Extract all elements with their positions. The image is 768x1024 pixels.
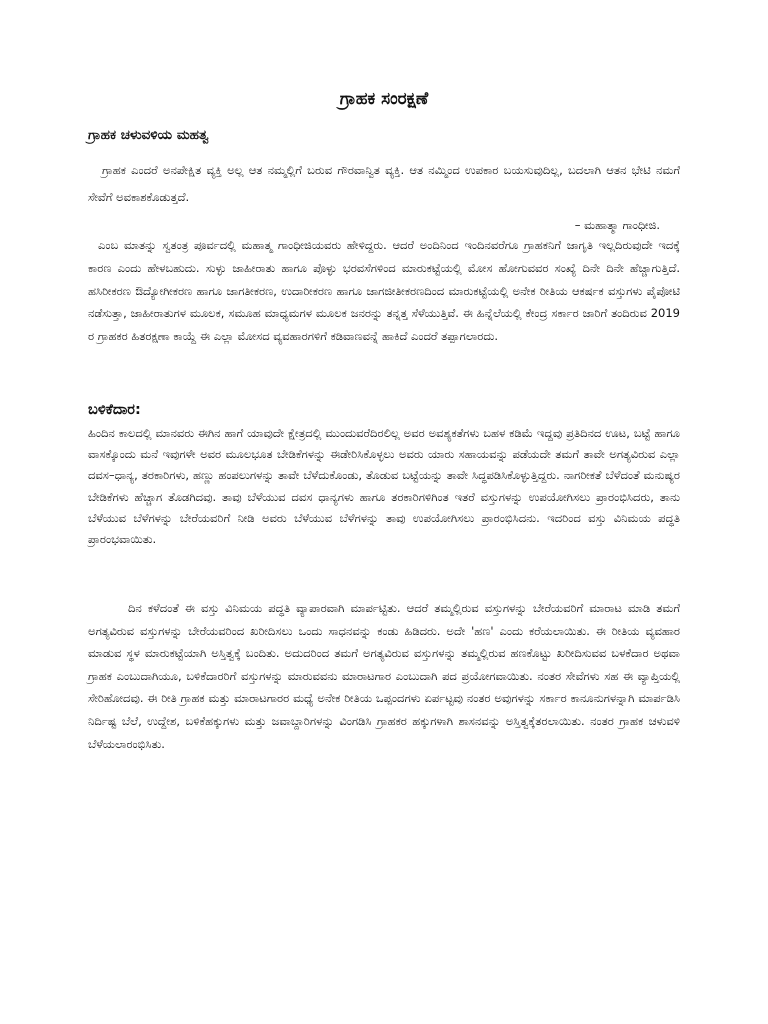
document-title: ಗ್ರಾಹಕ ಸಂರಕ್ಷಣೆ [339, 89, 429, 109]
body-paragraph: ದಿನ ಕಳೆದಂತೆ ಈ ವಸ್ತು ವಿನಿಮಯ ಪದ್ಧತಿ ವ್ಯಾಪಾರವಾಗಿ ಮಾರ್ಪಟ್ಟಿತು. ಆದರೆ ತಮ್ಮಲ್ಲಿರುವ ವಸ್ತುಗಳನ್ನು ಬೇರೆಯವರಿಗೆ ಮಾರಾಟ ಮಾಡಿ ತಮಗೆ ಅಗತ್ಯವಿರುವ ವಸ್ತುಗಳನ್ನು ಬೇರೆಯವರಿಂದ ಖರೀದಿಸಲು ಒಂದು ಸಾಧನವನ್ನು ಕಂಡು ಹಿಡಿದರು. ಅದೇ 'ಹಣ' ಎಂದು ಕರೆಯಲಾಯಿತು. ಈ ರೀತಿಯ ವ್ಯವಹಾರ ಮಾಡುವ ಸ್ಥಳ ಮಾರುಕಟ್ಟೆಯಾಗಿ ಅಸ್ತಿತ್ವಕ್ಕೆ ಬಂದಿತು. ಅದುದರಿಂದ ತಮಗೆ ಅಗತ್ಯವಿರುವ ವಸ್ತುಗಳನ್ನು ತಮ್ಮಲ್ಲಿರುವ ಹಣಕೊಟ್ಟು ಖರೀದಿಸುವವ ಬಳಕೆದಾರ ಅಥವಾ ಗ್ರಾಹಕ ಎಂಬುದಾಗಿಯೂ, ಬಳಿಕೆದಾರರಿಗೆ ವಸ್ತುಗಳನ್ನು ಮಾರುವವನು ಮಾರಾಟಗಾರ ಎಂಬುದಾಗಿ ಪದ ಪ್ರಯೋಗವಾಯಿತು. ನಂತರ ಸೇವೆಗಳು ಸಹ ಈ ವ್ಯಾಪ್ತಿಯಲ್ಲಿ ಸೇರಿಹೋದವು. ಈ ರೀತಿ ಗ್ರಾಹಕ ಮತ್ತು ಮಾರಾಟಗಾರರ ಮಧ್ಯೆ ಅನೇಕ ರೀತಿಯ ಒಪ್ಪಂದಗಳು ಏರ್ಪಟ್ಟವು ನಂತರ ಅವುಗಳನ್ನು ಸರ್ಕಾರ ಕಾನೂನುಗಳನ್ನಾಗಿ ಮಾರ್ಪಡಿಸಿ ನಿರ್ದಿಷ್ಟ ಬೆಲೆ, ಉದ್ದೇಶ, ಬಳಿಕೆಹಕ್ಕುಗಳು ಮತ್ತು ಜವಾಬ್ದಾರಿಗಳನ್ನು ವಿಂಗಡಿಸಿ ಗ್ರಾಹಕರ ಹಕ್ಕುಗಳಾಗಿ ಶಾಸನವನ್ನು ಅಸ್ತಿತ್ವಕ್ಕೆತರಲಾಯಿತು. ನಂತರ ಗ್ರಾಹಕ ಚಳುವಳಿ ಬೆಳೆಯಲಾರಂಭಿಸಿತು. [88, 601, 680, 751]
body-paragraph: ಎಂಬ ಮಾತನ್ನು ಸ್ವತಂತ್ರ ಪೂರ್ವದಲ್ಲಿ ಮಹಾತ್ಮ ಗಾಂಧೀಜಿಯವರು ಹೇಳಿದ್ದರು. ಆದರೆ ಅಂದಿನಿಂದ ಇಂದಿನವರೆಗೂ ಗ್ರಾಹಕನಿಗೆ ಜಾಗೃತಿ ಇಲ್ಲದಿರುವುದೇ ಇದಕ್ಕೆ ಕಾರಣ ಎಂದು ಹೇಳಬಹುದು. ಸುಳ್ಳು ಜಾಹೀರಾತು ಹಾಗೂ ಪೊಳ್ಳು ಭರವಸೆಗಳಿಂದ ಮಾರುಕಟ್ಟೆಯಲ್ಲಿ ಮೋಸ ಹೋಗುವವರ ಸಂಖ್ಯೆ ದಿನೇ ದಿನೇ ಹೆಚ್ಚಾಗುತ್ತಿದೆ. ಹಸಿರೀಕರಣ ಔದ್ಯೋಗೀಕರಣ ಹಾಗೂ ಜಾಗತೀಕರಣ, ಉದಾರೀಕರಣ ಹಾಗೂ ಜಾಗಜೀತೀಕರಣದಿಂದ ಮಾರುಕಟ್ಟೆಯಲ್ಲಿ ಅನೇಕ ರೀತಿಯ ಆಕರ್ಷಕ ವಸ್ತುಗಳು ಪೈಪೋಟಿ ನಡೆಸುತ್ತಾ, ಜಾಹೀರಾತುಗಳ ಮೂಲಕ, ಸಮೂಹ ಮಾಧ್ಯಮಗಳ ಮೂಲಕ ಜನರನ್ನು ತನ್ನತ್ತ ಸೆಳೆಯುತ್ತಿವೆ. ಈ ಹಿನ್ನೆಲೆಯಲ್ಲಿ ಕೇಂದ್ರ ಸರ್ಕಾರ ಜಾರಿಗೆ ತಂದಿರುವ 2019 ರ ಗ್ರಾಹಕರ ಹಿತರಕ್ಷಣಾ ಕಾಯ್ದೆ ಈ ಎಲ್ಲಾ ಮೋಸದ ವ್ಯವಹಾರಗಳಿಗೆ ಕಡಿವಾಣವನ್ನೆ ಹಾಕಿದೆ ಎಂದರೆ ತಪ್ಪಾಗಲಾರದು. [88, 238, 680, 344]
section-heading-consumer: ಬಳಿಕೆದಾರ: [88, 402, 141, 418]
quote-attribution: – ಮಹಾತ್ಮಾ ಗಾಂಧೀಜಿ. [574, 218, 660, 232]
gandhi-quote-paragraph: ಗ್ರಾಹಕ ಎಂದರೆ ಅನಪೇಕ್ಷಿತ ವ್ಯಕ್ತಿ ಅಲ್ಲ ಆತ ನಮ್ಮಲ್ಲಿಗೆ ಬರುವ ಗೌರವಾನ್ವಿತ ವ್ಯಕ್ತಿ. ಆತ ನಮ್ಮಿಂದ ಉಪಕಾರ ಬಯಸುವುದಿಲ್ಲ, ಬದಲಾಗಿ ಆತನ ಭೇಟಿ ನಮಗೆ ಸೇವೆಗೆ ಅವಕಾಶಕೊಡುತ್ತದೆ. [88, 163, 680, 204]
body-paragraph: ಹಿಂದಿನ ಕಾಲದಲ್ಲಿ ಮಾನವರು ಈಗಿನ ಹಾಗೆ ಯಾವುದೇ ಕ್ಷೇತ್ರದಲ್ಲಿ ಮುಂದುವರೆದಿರಲಿಲ್ಲ ಅವರ ಅವಶ್ಯಕತೆಗಳು ಬಹಳ ಕಡಿಮೆ ಇದ್ದವು ಪ್ರತಿದಿನದ ಊಟ, ಬಟ್ಟೆ ಹಾಗೂ ವಾಸಕ್ಕೊಂದು ಮನೆ ಇವುಗಳೇ ಅವರ ಮೂಲಭೂತ ಬೇಡಿಕೆಗಳನ್ನು ಈಡೇರಿಸಿಕೊಳ್ಳಲು ಅವರು ಯಾರು ಸಹಾಯವನ್ನು ಪಡೆಯದೇ ತಮಗೆ ತಾವೇ ಅಗತ್ಯವಿರುವ ಎಲ್ಲಾ ದವಸ–ಧಾನ್ಯ, ತರಕಾರಿಗಳು, ಹಣ್ಣು ಹಂಪಲುಗಳನ್ನು ತಾವೇ ಬೆಳೆದುಕೊಂಡು, ತೊಡುವ ಬಟ್ಟೆಯನ್ನು ತಾವೇ ಸಿದ್ಧಪಡಿಸಿಕೊಳ್ಳುತ್ತಿದ್ದರು. ನಾಗರೀಕತೆ ಬೆಳೆದಂತೆ ಮನುಷ್ಯರ ಬೇಡಿಕೆಗಳು ಹೆಚ್ಚಾಗ ತೊಡಗಿದವು. ತಾವು ಬೆಳೆಯುವ ದವಸ ಧಾನ್ಯಗಳು ಹಾಗೂ ತರಕಾರಿಗಳಿಗಿಂತ ಇತರೆ ವಸ್ತುಗಳನ್ನು ಉಪಯೋಗಿಸಲು ಪ್ರಾರಂಭಿಸಿದರು, ತಾನು ಬೆಳೆಯುವ ಬೆಳೆಗಳನ್ನು ಬೇರೆಯವರಿಗೆ ನೀಡಿ ಅವರು ಬೆಳೆಯುವ ಬೆಳೆಗಳನ್ನು ತಾವು ಉಪಯೋಗಿಸಲು ಪ್ರಾರಂಭಿಸಿದನು. ಇದರಿಂದ ವಸ್ತು ವಿನಿಮಯ ಪದ್ಧತಿ ಪ್ರಾರಂಭವಾಯಿತು. [88, 426, 680, 547]
section-heading-consumer-movement: ಗ್ರಾಹಕ ಚಳುವಳಿಯ ಮಹತ್ವ [88, 127, 209, 143]
